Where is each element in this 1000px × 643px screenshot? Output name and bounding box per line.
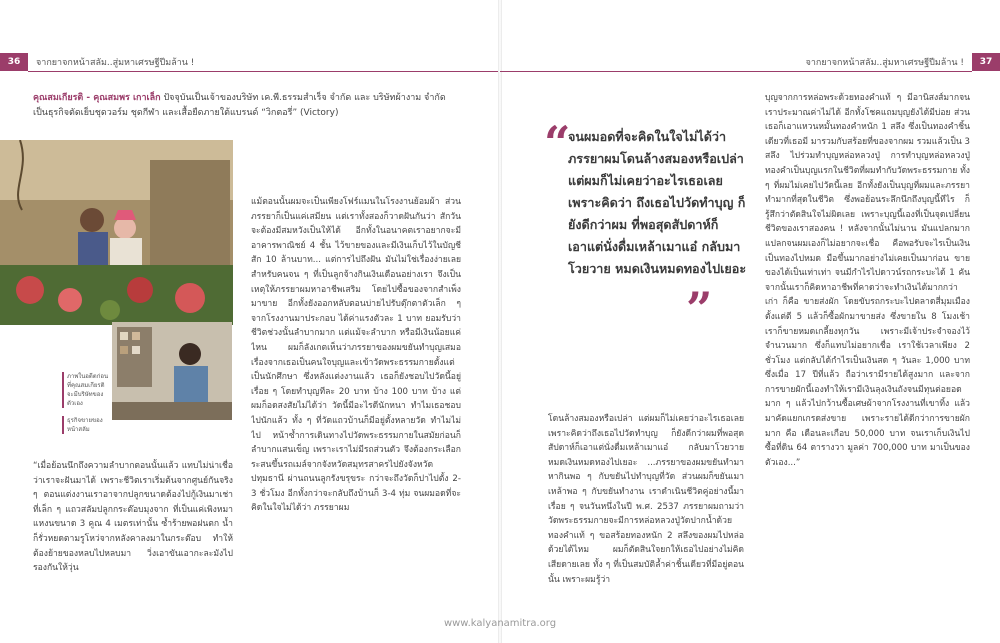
shop-woman-illustration <box>112 322 232 420</box>
left-column-bottom: “เมื่อย้อนนึกถึงความลำบากตอนนั้นแล้ว แทบไม่น่าเชื่อว่าเราจะฝันมาได้ เพราะชีวิตเราเริ่มต้นจากศูนย์กันจริง ๆ ตอนแต่งงานเราอาจากปลูกขนาดต้องไปกู้เงินมาเช่าที่เล็ก ๆ แถวสลัมปลูกกระต๊อบมุงจาก ที่เป็นแค่เพิงหมาแหงนขนาด 3 คูณ 4 เมตรเท่านั้น ซ้ำร้ายพอฝนตก น้ำก็รั่วหยดตามรูโหว่จากหลังคาลงมาในกระต๊อบ ทำให้ต้องย้ายของหลบไปหลบมา วิ่งเอาขันเอากะละมังไปรองกันให้วุ่น <box>33 461 233 574</box>
middle-column: แม้ตอนนั้นผมจะเป็นเพียงโฟร์แมนในโรงงานย้อมผ้า ส่วนภรรยาก็เป็นแค่เสมียน แต่เราทั้งสองก็วาดฝันกันว่า สักวันจะต้องมีสมหวังเป็นให้ได้ อีกทั้งในอนาคตเราอยากจะมีอาคารพาณิชย์ 4 ชั้น ไว้ขายของและมีเงินเก็บไว้ในบัญชีสัก 10 ล้านบาท... แต่การไปถึงฝัน มันไม่ใช่เรื่องง่ายเลยสำหรับคนจน ๆ ที่เป็นลูกจ้างกินเงินเดือนอย่างเรา จึงเป็นเหตุให้ภรรยาผมหาอาชีพเสริม โดยไปซื้อของจากสำเพ็งมาขาย อีกทั้งยังออกหลับตอนบ่ายไปรับตุ๊กตาตัวเล็ก ๆ จากโรงงานมาประกอบ ได้ค่าแรงตัวละ 1 บาท ยอมรับว่าชีวิตช่วงนั้นลำบากมาก แต่แม้จะลำบาก หรือมีเงินน้อยแค่ไหน ผมก็ลังเกตเห็นว่าภรรยาของผมขยันทำบุญเสมอ เรื่องจากเธอเป็นคนใจบุญและเข้าวัดพระธรรมกายตั้งแต่เป็นนักศึกษา ซึ่งหลังแต่งงานแล้ว เธอก็ยังชอบไปวัดนี้อยู่เรื่อย ๆ โดยทำบุญทีละ 20 บาท บ้าง 100 บาท บ้าง แต่ผมก็อดสงสัยไม่ได้ว่า วัดนี้มีอะไรดีนักหนา ทำไมเธอชอบไปนักแล้ว ทั้ง ๆ ที่วัดแถวบ้านก็มีอยู่ตั้งหลายวัด ทำไมไม่ไป หน้าซ้ำการเดินทางไปวัดพระธรรมกายในสมัยก่อนก็ลำบากแสนเข็ญ เพราะเราไม่มีรถส่วนตัว จึงต้องกระเลือกระสนขึ้นรถเมล์จากจังหวัดสมุทรสาครไปยังจังหวัดปทุมธานี ผ่านถนนลูกรังขรุขระ กว่าจะถึงวัดก็ปาไปตั้ง 2-3 ชั่วโมง อีกทั้งกว่าจะกลับถึงบ้านก็ 3-4 ทุ่ม จนผมอดที่จะคิดในใจไม่ได้ว่า ภรรยาผม <box>251 197 461 514</box>
photo-caption-box <box>62 372 110 442</box>
right-column: บุญจากการหล่อพระด้วยทองคำแท้ ๆ มีอานิสงส์มากจนเราประมาณค่าไม่ได้ อีกทั้งโชคแถมบุญยังได้มีบ่อย ส่วนเธอก็เอาแหวนหมั้นทองคำหนัก 1 สลึง ซึ่งเป็นทองคำชิ้นเดียวที่เธอมี มารวมกับสร้อยที่ของจากผม รวมแล้วเป็น 3 สลึง ไปร่วมทำบุญหล่อหลวงปู่ การทำบุญหล่อหลวงปู่ทองคำเป็นบุญแรกในชีวิตที่ผมทำกับวัดพระธรรมกาย ทั้ง ๆ ที่ผมไม่เคยไปวัดนี้เลย อีกทั้งยังเป็นบุญที่ผมและภรรยาทำมากที่สุดในชีวิต ซึ่งพอย้อนระลึกนึกถึงบุญนี้ทีไร ก็รู้สึกว่าตัดสินใจไม่ผิดเลย เพราะบุญนี้เองที่เป็นจุดเปลี่ยนชีวิตของเราสองคน ! หลังจากนั้นไม่นาน มันแปลกมาก แปลกจนผมเองก็ไม่อยากจะเชื่อ คือพอรับจะไรเป็นเงินเป็นทองไปหมด มือขึ้นมากอย่างไม่เคยเป็นมาก่อน ขายของได้เป็นเท่าเท่า จนมีกำไรไปดาวน์รถกระบะได้ 1 คัน จากนั้นเราก็คิดหาอาชีพที่คาดว่าจะทำเงินได้มากกว่าเก่า ก็คือ ขายส่งผัก โดยขับรถกระบะไปตลาดสี่มุมเมืองตั้งแต่ตี 5 แล้วก็ซื้อผักมาขายส่ง ซึ่งขายใน 8 โมงเช้า เราก็ขายหมดเกลี้ยงทุกวัน เพราะมีเจ้าประจำจองไว้จำนวนมาก ซึ่งก็แทบไม่อยากเชื่อ เราใช้เวลาเพียง 2 ชั่วโมง แต่กลับได้กำไรเป็นเงินสด ๆ วันละ 1,000 บาท ซึ่งเมื่อ 17 ปีที่แล้ว ถือว่าเรามีรายได้สูงมาก และจากการขายผักนี้เองทำให้เรามีเงินลุงเงินถังจนมีทุนต่อยอดมาก ๆ แล้วไปกว้านซื้อเศษผ้าจากโรงงานที่เขาทิ้ง แล้วมาคัดแยกเกรดส่งขาย เพราะรายได้ดีกว่าการขายผักมาก คือ เดือนละเกือบ 50,000 บาท จนเราเก็บเงินไปซื้อที่ดิน 64 ตารางวา มูลค่า 700,000 บาท มาเป็นของตัวเอง...” <box>765 93 970 468</box>
left-page-number: 36 <box>0 53 28 71</box>
right-middle-column: โดนล้างสมองหรือเปล่า แต่ผมก็ไม่เคยว่าอะไรเธอเลย เพราะคิดว่าถึงเธอไปวัดทำบุญ ก็ยังดีกว่าผมที่พอสุดสัปดาห์ก็เอาแต่นั่งดื่มเหล้าเมาแอ๋ กลับมาโวยวาย หมดเงินหมดทองไปเยอะ ...ภรรยาของผมขยันทำมาหากินพอ ๆ กับขยันไปทำบุญที่วัด ส่วนผมก็ขยันเมาเหล้าพอ ๆ กับขยันทำงาน เราดำเนินชีวิตคู่อย่างนี้มาเรื่อย ๆ จนวันหนึ่งในปี พ.ศ. 2537 ภรรยาผมถามว่า วัดพระธรรมกายจะมีการหล่อหลวงปู่วัดปากน้ำด้วยทองคำแท้ ๆ ขอสร้อยทองหนัก 2 สลึงของผมไปหล่อด้วยได้ไหม ผมก็ตัดสินใจยกให้เธอไปอย่างไม่คิดเสียดายเลย ทั้ง ๆ ที่เป็นสมบัติล้ำค่าชิ้นเดียวที่มีอยู่ตอนนั้น เพราะผมรู้ว่า <box>548 414 744 585</box>
left-header-rule <box>28 71 500 72</box>
right-header-rule <box>500 71 972 72</box>
close-quote-icon: ” <box>686 282 713 336</box>
left-running-title: จากยาจกหน้าสลัม..สู่มหาเศรษฐีปีมล้าน ! <box>36 58 195 68</box>
intro-text: ปัจจุบันเป็นเจ้าของบริษัท เค.พี.ธรรมสำเร็จ จำกัด และ บริษัทผ้างาม จำกัด เป็นธุรกิจตัดเย็บชุดวอร์ม ชุดกีฬา และเสื้อยืดภายใต้แบรนด์ “วิกตอรี่” (Victory) <box>33 93 446 118</box>
intro-paragraph <box>33 91 463 121</box>
photo-caption-1: ภาพในอดีตก่อนที่คุณสมเกียรติจะมีบริษัทของตัวเอง <box>62 372 110 408</box>
right-page-number: 37 <box>972 53 1000 71</box>
right-page-header <box>798 53 1000 71</box>
photo-caption-2: ธุรกิจขายของหน้าสลัม <box>62 416 110 434</box>
left-page-header <box>0 53 202 71</box>
right-running-title: จากยาจกหน้าสลัม..สู่มหาเศรษฐีปีมล้าน ! <box>805 58 964 68</box>
pull-quote: จนผมอดที่จะคิดในใจไม่ได้ว่า ภรรยาผมโดนล้างสมองหรือเปล่า แต่ผมก็ไม่เคยว่าอะไรเธอเลย เพราะคิดว่า ถึงเธอไปวัดทำบุญ ก็ยังดีกว่าผม ที่พอสุดสัปดาห์ก็เอาแต่นั่งดื่มเหล้าเมาแอ๋ กลับมาโวยวาย หมดเงินหมดทองไปเยอะ <box>568 129 747 276</box>
couple-photo <box>0 140 233 325</box>
footer-url[interactable]: www.kalyanamitra.org <box>443 618 557 629</box>
open-quote-icon: “ <box>544 116 571 170</box>
couple-photo-illustration <box>0 140 233 325</box>
intro-names: คุณสมเกียรติ - คุณสมพร เกาเล็ก <box>33 93 161 103</box>
shop-woman-photo <box>112 322 232 420</box>
